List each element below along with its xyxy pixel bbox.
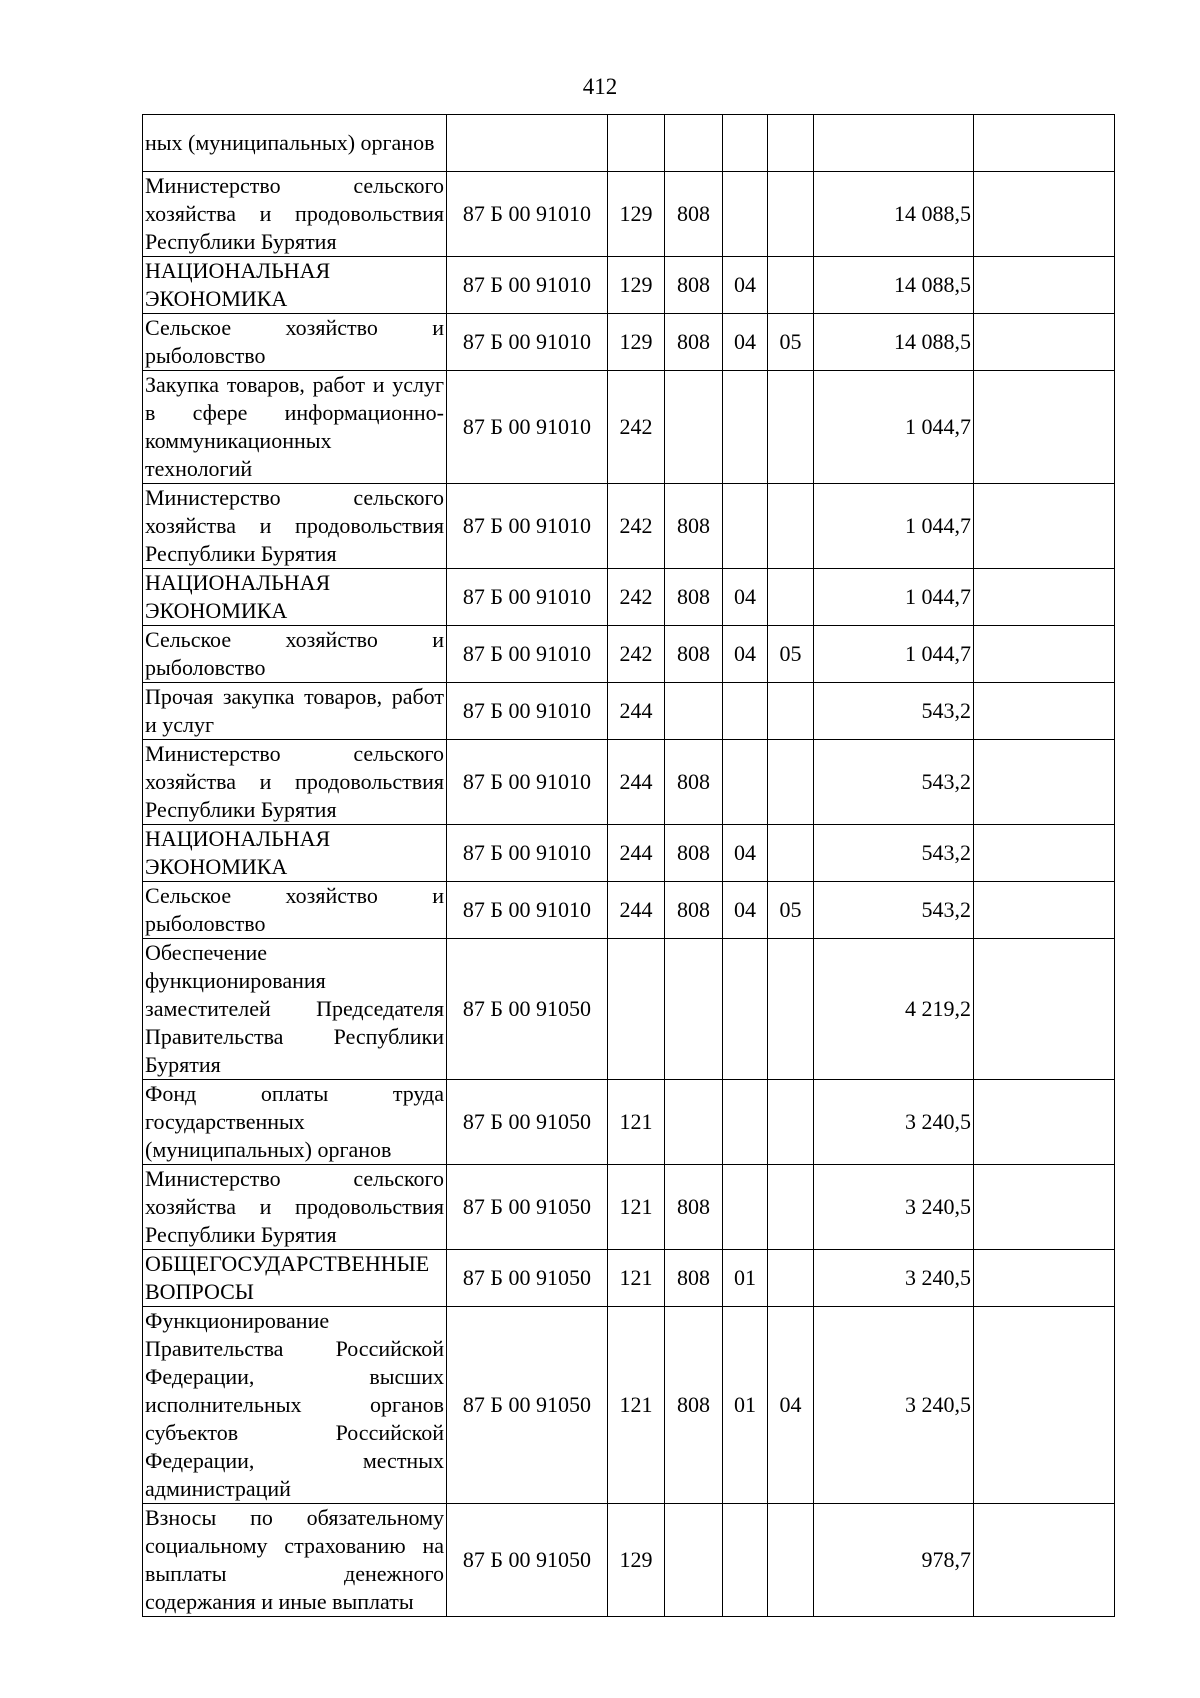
row-empty-cell bbox=[974, 939, 1115, 1080]
row-amount: 4 219,2 bbox=[814, 939, 974, 1080]
row-subsection: 05 bbox=[768, 314, 814, 371]
budget-table-body bbox=[143, 115, 1115, 1617]
row-empty-cell bbox=[974, 1250, 1115, 1307]
row-section: 01 bbox=[723, 1250, 768, 1307]
table-row bbox=[143, 740, 1115, 825]
row-amount: 1 044,7 bbox=[814, 626, 974, 683]
budget-table bbox=[142, 114, 1115, 1617]
row-name: Обеспечение функционирования заместителей Председателя Правительства Республики Бурятия bbox=[143, 939, 447, 1080]
row-ministry-code: 808 bbox=[665, 740, 723, 825]
row-name: Министерство сельского хозяйства и продовольствия Республики Бурятия bbox=[143, 484, 447, 569]
row-target-code: 87 Б 00 91010 bbox=[447, 484, 608, 569]
page-number: 412 bbox=[582, 74, 618, 99]
row-expense-type: 121 bbox=[608, 1165, 665, 1250]
row-target-code: 87 Б 00 91010 bbox=[447, 740, 608, 825]
row-target-code bbox=[447, 115, 608, 172]
row-ministry-code bbox=[665, 1504, 723, 1617]
row-subsection bbox=[768, 484, 814, 569]
row-ministry-code bbox=[665, 115, 723, 172]
row-subsection bbox=[768, 1250, 814, 1307]
row-target-code: 87 Б 00 91010 bbox=[447, 371, 608, 484]
row-target-code: 87 Б 00 91050 bbox=[447, 1080, 608, 1165]
row-ministry-code bbox=[665, 371, 723, 484]
row-target-code: 87 Б 00 91010 bbox=[447, 569, 608, 626]
row-name: ОБЩЕГОСУДАРСТВЕННЫЕ ВОПРОСЫ bbox=[143, 1250, 447, 1307]
row-expense-type: 129 bbox=[608, 257, 665, 314]
row-section: 04 bbox=[723, 257, 768, 314]
table-row bbox=[143, 172, 1115, 257]
row-empty-cell bbox=[974, 1307, 1115, 1504]
row-empty-cell bbox=[974, 1080, 1115, 1165]
table-row bbox=[143, 882, 1115, 939]
row-expense-type: 129 bbox=[608, 314, 665, 371]
row-name: НАЦИОНАЛЬНАЯ ЭКОНОМИКА bbox=[143, 569, 447, 626]
row-empty-cell bbox=[974, 569, 1115, 626]
row-subsection: 04 bbox=[768, 1307, 814, 1504]
row-section bbox=[723, 371, 768, 484]
row-expense-type: 244 bbox=[608, 740, 665, 825]
table-row bbox=[143, 683, 1115, 740]
row-name: Закупка товаров, работ и услуг в сфере информационно-коммуникационных технологий bbox=[143, 371, 447, 484]
row-amount: 14 088,5 bbox=[814, 314, 974, 371]
row-expense-type: 242 bbox=[608, 626, 665, 683]
table-row bbox=[143, 825, 1115, 882]
row-ministry-code: 808 bbox=[665, 314, 723, 371]
row-empty-cell bbox=[974, 740, 1115, 825]
table-row bbox=[143, 257, 1115, 314]
row-empty-cell bbox=[974, 626, 1115, 683]
row-ministry-code: 808 bbox=[665, 825, 723, 882]
row-subsection bbox=[768, 569, 814, 626]
row-expense-type: 242 bbox=[608, 569, 665, 626]
row-subsection bbox=[768, 371, 814, 484]
row-subsection bbox=[768, 1080, 814, 1165]
row-subsection bbox=[768, 825, 814, 882]
row-section: 04 bbox=[723, 626, 768, 683]
table-row bbox=[143, 569, 1115, 626]
row-section bbox=[723, 172, 768, 257]
row-subsection bbox=[768, 172, 814, 257]
row-section bbox=[723, 740, 768, 825]
row-expense-type: 121 bbox=[608, 1080, 665, 1165]
row-target-code: 87 Б 00 91010 bbox=[447, 626, 608, 683]
row-name: НАЦИОНАЛЬНАЯ ЭКОНОМИКА bbox=[143, 825, 447, 882]
table-row bbox=[143, 314, 1115, 371]
row-ministry-code: 808 bbox=[665, 1250, 723, 1307]
row-target-code: 87 Б 00 91010 bbox=[447, 314, 608, 371]
row-section bbox=[723, 115, 768, 172]
row-target-code: 87 Б 00 91050 bbox=[447, 1250, 608, 1307]
row-amount: 978,7 bbox=[814, 1504, 974, 1617]
row-amount: 543,2 bbox=[814, 882, 974, 939]
row-target-code: 87 Б 00 91050 bbox=[447, 939, 608, 1080]
row-ministry-code: 808 bbox=[665, 172, 723, 257]
row-ministry-code: 808 bbox=[665, 626, 723, 683]
row-section bbox=[723, 1165, 768, 1250]
row-empty-cell bbox=[974, 115, 1115, 172]
row-amount: 543,2 bbox=[814, 740, 974, 825]
row-empty-cell bbox=[974, 172, 1115, 257]
row-section: 04 bbox=[723, 314, 768, 371]
row-expense-type: 121 bbox=[608, 1307, 665, 1504]
table-row bbox=[143, 1080, 1115, 1165]
table-row bbox=[143, 484, 1115, 569]
row-target-code: 87 Б 00 91050 bbox=[447, 1307, 608, 1504]
row-empty-cell bbox=[974, 825, 1115, 882]
row-subsection bbox=[768, 740, 814, 825]
row-target-code: 87 Б 00 91010 bbox=[447, 882, 608, 939]
row-amount: 14 088,5 bbox=[814, 172, 974, 257]
table-row bbox=[143, 1504, 1115, 1617]
row-name: Взносы по обязательному социальному страхованию на выплаты денежного содержания и иные выплаты bbox=[143, 1504, 447, 1617]
row-expense-type: 244 bbox=[608, 683, 665, 740]
row-expense-type: 242 bbox=[608, 484, 665, 569]
row-ministry-code: 808 bbox=[665, 882, 723, 939]
row-empty-cell bbox=[974, 257, 1115, 314]
row-ministry-code: 808 bbox=[665, 484, 723, 569]
row-section: 04 bbox=[723, 569, 768, 626]
row-subsection bbox=[768, 939, 814, 1080]
row-empty-cell bbox=[974, 1504, 1115, 1617]
row-target-code: 87 Б 00 91010 bbox=[447, 825, 608, 882]
row-empty-cell bbox=[974, 683, 1115, 740]
row-subsection bbox=[768, 683, 814, 740]
table-row bbox=[143, 626, 1115, 683]
row-empty-cell bbox=[974, 484, 1115, 569]
row-expense-type: 129 bbox=[608, 172, 665, 257]
row-name: Министерство сельского хозяйства и продовольствия Республики Бурятия bbox=[143, 172, 447, 257]
row-ministry-code bbox=[665, 939, 723, 1080]
row-subsection bbox=[768, 257, 814, 314]
row-target-code: 87 Б 00 91050 bbox=[447, 1504, 608, 1617]
row-name: Министерство сельского хозяйства и продовольствия Республики Бурятия bbox=[143, 1165, 447, 1250]
row-subsection bbox=[768, 1504, 814, 1617]
row-target-code: 87 Б 00 91010 bbox=[447, 683, 608, 740]
row-amount: 1 044,7 bbox=[814, 484, 974, 569]
row-name: НАЦИОНАЛЬНАЯ ЭКОНОМИКА bbox=[143, 257, 447, 314]
row-amount: 14 088,5 bbox=[814, 257, 974, 314]
row-amount: 543,2 bbox=[814, 825, 974, 882]
row-amount: 543,2 bbox=[814, 683, 974, 740]
row-subsection bbox=[768, 1165, 814, 1250]
row-target-code: 87 Б 00 91010 bbox=[447, 172, 608, 257]
row-subsection: 05 bbox=[768, 626, 814, 683]
row-amount: 3 240,5 bbox=[814, 1250, 974, 1307]
row-name: Сельское хозяйство и рыболовство bbox=[143, 882, 447, 939]
row-name: Фонд оплаты труда государственных (муниципальных) органов bbox=[143, 1080, 447, 1165]
row-amount: 3 240,5 bbox=[814, 1080, 974, 1165]
row-ministry-code bbox=[665, 1080, 723, 1165]
row-amount: 3 240,5 bbox=[814, 1165, 974, 1250]
table-row bbox=[143, 1165, 1115, 1250]
row-section bbox=[723, 1504, 768, 1617]
row-target-code: 87 Б 00 91010 bbox=[447, 257, 608, 314]
row-target-code: 87 Б 00 91050 bbox=[447, 1165, 608, 1250]
row-amount: 1 044,7 bbox=[814, 371, 974, 484]
table-row bbox=[143, 939, 1115, 1080]
row-section bbox=[723, 484, 768, 569]
row-empty-cell bbox=[974, 371, 1115, 484]
row-name: Сельское хозяйство и рыболовство bbox=[143, 314, 447, 371]
table-row bbox=[143, 115, 1115, 172]
row-section: 04 bbox=[723, 882, 768, 939]
row-name: Министерство сельского хозяйства и продовольствия Республики Бурятия bbox=[143, 740, 447, 825]
row-subsection bbox=[768, 115, 814, 172]
row-section: 01 bbox=[723, 1307, 768, 1504]
row-ministry-code: 808 bbox=[665, 1165, 723, 1250]
row-section: 04 bbox=[723, 825, 768, 882]
row-expense-type bbox=[608, 939, 665, 1080]
row-empty-cell bbox=[974, 1165, 1115, 1250]
row-name: ных (муниципальных) органов bbox=[143, 115, 447, 172]
row-expense-type: 129 bbox=[608, 1504, 665, 1617]
row-empty-cell bbox=[974, 314, 1115, 371]
row-expense-type: 242 bbox=[608, 371, 665, 484]
row-subsection: 05 bbox=[768, 882, 814, 939]
row-amount: 3 240,5 bbox=[814, 1307, 974, 1504]
table-row bbox=[143, 1307, 1115, 1504]
table-row bbox=[143, 1250, 1115, 1307]
row-name: Сельское хозяйство и рыболовство bbox=[143, 626, 447, 683]
table-row bbox=[143, 371, 1115, 484]
row-ministry-code: 808 bbox=[665, 257, 723, 314]
row-expense-type: 121 bbox=[608, 1250, 665, 1307]
row-amount: 1 044,7 bbox=[814, 569, 974, 626]
row-amount bbox=[814, 115, 974, 172]
row-empty-cell bbox=[974, 882, 1115, 939]
row-name: Прочая закупка товаров, работ и услуг bbox=[143, 683, 447, 740]
row-name: Функционирование Правительства Российской Федерации, высших исполнительных органов субъектов Российской Федерации, местных администраций bbox=[143, 1307, 447, 1504]
row-ministry-code: 808 bbox=[665, 569, 723, 626]
row-expense-type bbox=[608, 115, 665, 172]
row-section bbox=[723, 1080, 768, 1165]
row-ministry-code bbox=[665, 683, 723, 740]
row-section bbox=[723, 683, 768, 740]
row-expense-type: 244 bbox=[608, 882, 665, 939]
row-expense-type: 244 bbox=[608, 825, 665, 882]
row-section bbox=[723, 939, 768, 1080]
row-ministry-code: 808 bbox=[665, 1307, 723, 1504]
